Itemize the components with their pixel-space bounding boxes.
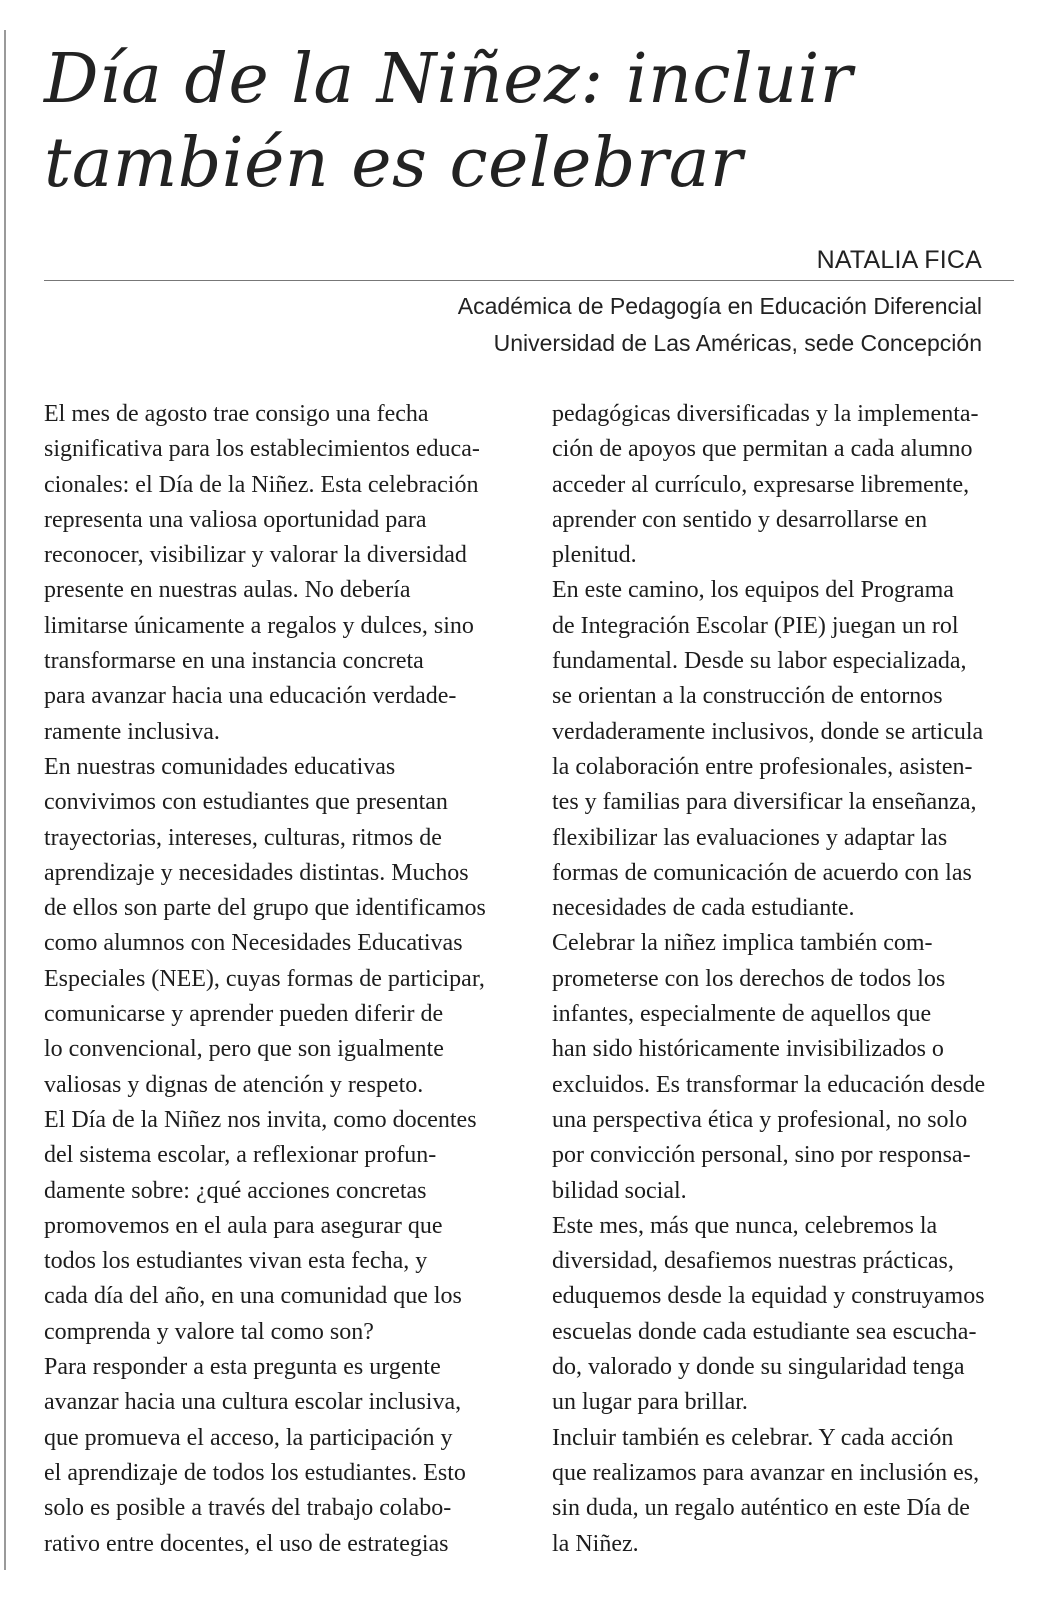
body-text-line: presente en nuestras aulas. No debería xyxy=(44,577,411,604)
body-text-line: convivimos con estudiantes que presentan xyxy=(44,789,448,816)
body-text-line: avanzar hacia una cultura escolar inclusiva, xyxy=(44,1389,462,1416)
body-text-line: diversidad, desafiemos nuestras prácticas, xyxy=(552,1248,954,1275)
body-text-line: excluidos. Es transformar la educación desde xyxy=(552,1071,986,1098)
body-text-line: cada día del año, en una comunidad que los xyxy=(44,1283,462,1310)
body-text-line: reconocer, visibilizar y valorar la diversidad xyxy=(44,542,467,569)
body-text-line: lo convencional, pero que son igualmente xyxy=(44,1036,444,1063)
body-text-line: el aprendizaje de todos los estudiantes. Esto xyxy=(44,1459,466,1486)
body-text-line: de ellos son parte del grupo que identificamos xyxy=(44,895,486,922)
body-text-line: solo es posible a través del trabajo colabo- xyxy=(44,1495,452,1522)
body-text-line: valiosas y dignas de atención y respeto. xyxy=(44,1071,424,1098)
body-text-line: necesidades de cada estudiante. xyxy=(552,895,855,922)
body-text-line: transformarse en una instancia concreta xyxy=(44,648,424,675)
body-text-line: El mes de agosto trae consigo una fecha xyxy=(44,401,429,427)
body-text-line: aprender con sentido y desarrollarse en xyxy=(552,506,928,533)
body-text-line: un lugar para brillar. xyxy=(552,1389,748,1416)
body-text-line: para avanzar hacia una educación verdade- xyxy=(44,683,457,710)
body-text-line: do, valorado y donde su singularidad tenga xyxy=(552,1354,965,1381)
headline-line-2: también es celebrar xyxy=(44,124,743,203)
body-text-line: ción de apoyos que permitan a cada alumno xyxy=(552,436,973,463)
body-text-line: infantes, especialmente de aquellos que xyxy=(552,1001,932,1028)
body-text-line: El Día de la Niñez nos invita, como docentes xyxy=(44,1106,477,1133)
body-text-line: bilidad social. xyxy=(552,1177,687,1204)
body-text-line: han sido históricamente invisibilizados o xyxy=(552,1036,944,1063)
body-text-line: se orientan a la construcción de entornos xyxy=(552,683,943,710)
body-text-line: Incluir también es celebrar. Y cada acción xyxy=(552,1424,954,1451)
headline-line-1: Día de la Niñez: incluir xyxy=(44,40,853,119)
body-text-line: Para responder a esta pregunta es urgente xyxy=(44,1354,441,1381)
body-text-line: la colaboración entre profesionales, asisten- xyxy=(552,753,973,780)
body-text-line: trayectorias, intereses, culturas, ritmos de xyxy=(44,824,442,851)
body-text-line: eduquemos desde la equidad y construyamos xyxy=(552,1283,985,1310)
article-column-left xyxy=(44,397,514,1562)
body-text-line: ramente inclusiva. xyxy=(44,718,220,745)
body-text-line: damente sobre: ¿qué acciones concretas xyxy=(44,1177,427,1204)
body-text-line: fundamental. Desde su labor especializada, xyxy=(552,648,967,675)
body-text-line: cionales: el Día de la Niñez. Esta celebración xyxy=(44,471,479,498)
article-headline xyxy=(44,38,1024,206)
body-text-line: plenitud. xyxy=(552,542,637,569)
body-text-line: que promueva el acceso, la participación y xyxy=(44,1424,453,1451)
body-text-line: significativa para los establecimientos educa- xyxy=(44,436,480,463)
author-name: NATALIA FICA xyxy=(816,246,982,274)
body-text-line: tes y familias para diversificar la enseñanza, xyxy=(552,789,977,816)
body-text-line: flexibilizar las evaluaciones y adaptar las xyxy=(552,824,948,851)
author-institution: Universidad de Las Américas, sede Concepción xyxy=(493,330,982,356)
body-text-line: la Niñez. xyxy=(552,1530,639,1557)
body-text-line: del sistema escolar, a reflexionar profun- xyxy=(44,1142,437,1169)
body-text-line: prometerse con los derechos de todos los xyxy=(552,965,946,992)
body-text-line: comunicarse y aprender pueden diferir de xyxy=(44,1001,444,1028)
body-text-line: promovemos en el aula para asegurar que xyxy=(44,1212,443,1239)
body-text-line: acceder al currículo, expresarse libremente, xyxy=(552,471,970,498)
body-text-line: Este mes, más que nunca, celebremos la xyxy=(552,1212,938,1239)
page-margin-rule xyxy=(4,30,6,1570)
body-text-line: escuelas donde cada estudiante sea escucha- xyxy=(552,1318,977,1345)
body-text-line: todos los estudiantes vivan esta fecha, y xyxy=(44,1248,428,1275)
body-text-line: verdaderamente inclusivos, donde se articula xyxy=(552,718,984,745)
body-text-line: pedagógicas diversificadas y la implementa- xyxy=(552,401,979,427)
body-text-line: como alumnos con Necesidades Educativas xyxy=(44,930,463,957)
body-text-line: que realizamos para avanzar en inclusión es, xyxy=(552,1459,980,1486)
body-text-line: una perspectiva ética y profesional, no solo xyxy=(552,1106,968,1133)
body-text-line: de Integración Escolar (PIE) juegan un rol xyxy=(552,612,959,639)
body-text-line: Celebrar la niñez implica también com- xyxy=(552,930,933,957)
body-text-line: En este camino, los equipos del Programa xyxy=(552,577,954,604)
body-text-line: comprenda y valore tal como son? xyxy=(44,1318,374,1345)
body-text-line: formas de comunicación de acuerdo con las xyxy=(552,859,972,886)
body-text-line: En nuestras comunidades educativas xyxy=(44,753,396,780)
author-affiliation xyxy=(458,288,982,362)
body-text-line: limitarse únicamente a regalos y dulces, sino xyxy=(44,612,474,639)
body-text-line: sin duda, un regalo auténtico en este Día de xyxy=(552,1495,970,1522)
body-text-line: por convicción personal, sino por responsa- xyxy=(552,1142,971,1169)
byline-divider xyxy=(44,280,1014,281)
body-text-line: rativo entre docentes, el uso de estrategias xyxy=(44,1530,449,1557)
body-text-line: Especiales (NEE), cuyas formas de participar, xyxy=(44,965,485,992)
author-role: Académica de Pedagogía en Educación Diferencial xyxy=(457,293,982,319)
body-text-line: aprendizaje y necesidades distintas. Muchos xyxy=(44,859,469,886)
body-text-line: representa una valiosa oportunidad para xyxy=(44,506,427,533)
article-column-right xyxy=(552,397,1032,1562)
